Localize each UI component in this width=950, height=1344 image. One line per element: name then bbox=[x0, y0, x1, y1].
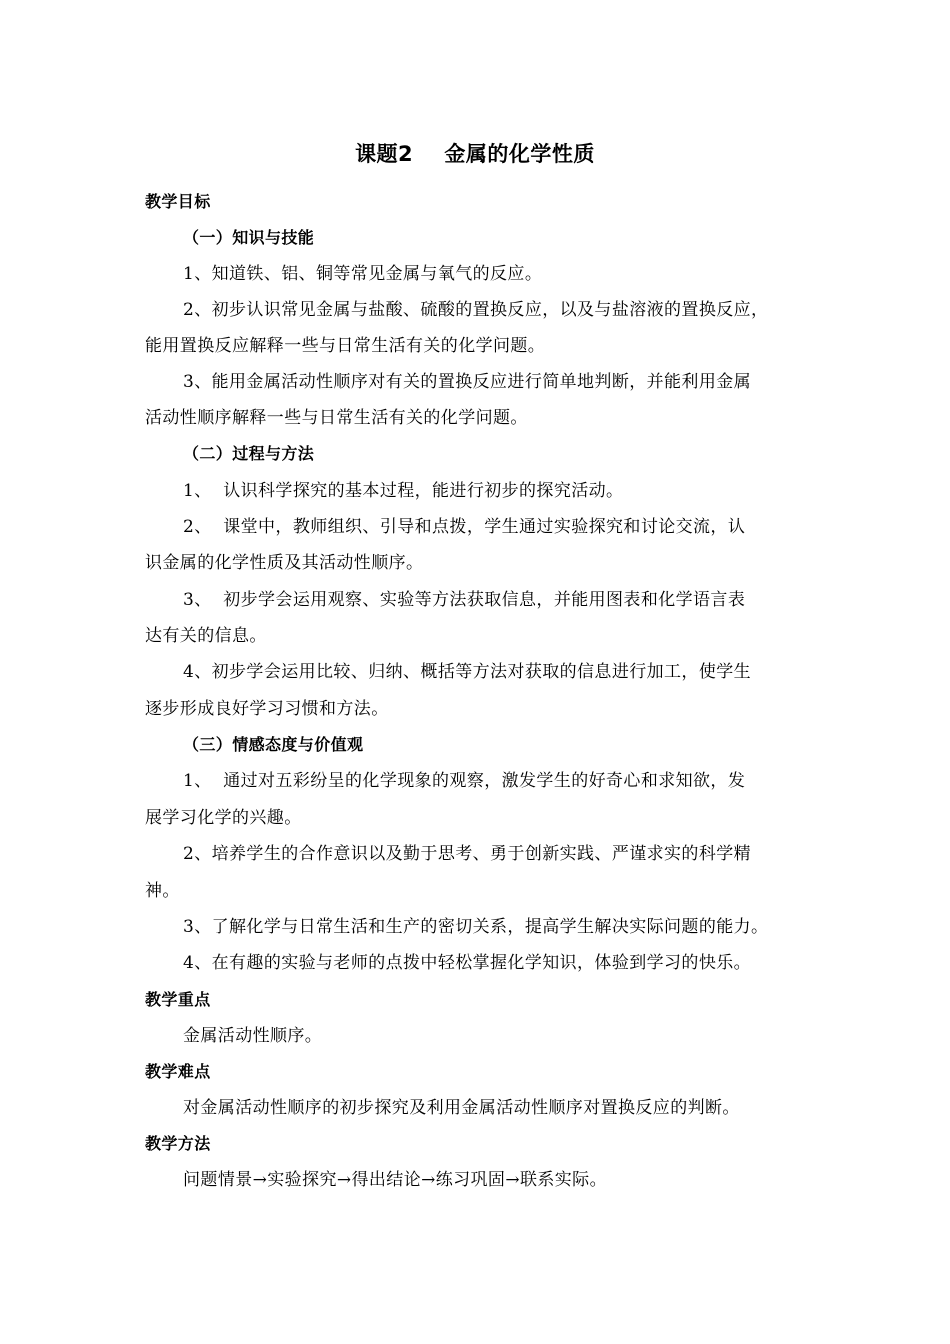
attitude-line-1: 1、 通过对五彩纷呈的化学现象的观察，激发学生的好奇心和求知欲，发 bbox=[183, 771, 746, 791]
attitude-line-3: 3、了解化学与日常生活和生产的密切关系，提高学生解决实际问题的能力。 bbox=[183, 917, 769, 937]
key-point-text: 金属活动性顺序。 bbox=[183, 1026, 323, 1046]
method-text: 问题情景→实验探究→得出结论→练习巩固→联系实际。 bbox=[183, 1170, 607, 1190]
knowledge-line-2-cont: 能用置换反应解释一些与日常生活有关的化学问题。 bbox=[145, 336, 546, 356]
objectives-heading: 教学目标 bbox=[145, 192, 211, 211]
attitude-line-2-cont: 神。 bbox=[145, 881, 180, 901]
attitude-line-1-cont: 展学习化学的兴趣。 bbox=[145, 808, 302, 828]
key-point-heading: 教学重点 bbox=[145, 990, 211, 1009]
method-heading: 教学方法 bbox=[145, 1134, 211, 1153]
attitude-line-4: 4、在有趣的实验与老师的点拨中轻松掌握化学知识，体验到学习的快乐。 bbox=[183, 953, 752, 973]
attitude-line-2: 2、培养学生的合作意识以及勤于思考、勇于创新实践、严谨求实的科学精 bbox=[183, 844, 752, 864]
process-line-3-cont: 达有关的信息。 bbox=[145, 626, 267, 646]
process-line-3: 3、 初步学会运用观察、实验等方法获取信息，并能用图表和化学语言表 bbox=[183, 590, 746, 610]
section-knowledge-title: （一）知识与技能 bbox=[183, 228, 315, 247]
knowledge-line-3-cont: 活动性顺序解释一些与日常生活有关的化学问题。 bbox=[145, 408, 528, 428]
process-line-1: 1、 认识科学探究的基本过程，能进行初步的探究活动。 bbox=[183, 481, 624, 501]
knowledge-line-2: 2、初步认识常见金属与盐酸、硫酸的置换反应，以及与盐溶液的置换反应， bbox=[183, 300, 769, 320]
section-attitude-title: （三）情感态度与价值观 bbox=[183, 735, 364, 754]
process-line-2-cont: 识金属的化学性质及其活动性顺序。 bbox=[145, 553, 424, 573]
page-title: 课题2 金属的化学性质 bbox=[355, 142, 595, 166]
difficulty-heading: 教学难点 bbox=[145, 1062, 211, 1081]
process-line-4-cont: 逐步形成良好学习习惯和方法。 bbox=[145, 699, 389, 719]
process-line-2: 2、 课堂中，教师组织、引导和点拨，学生通过实验探究和讨论交流，认 bbox=[183, 517, 746, 537]
process-line-4: 4、初步学会运用比较、归纳、概括等方法对获取的信息进行加工，使学生 bbox=[183, 662, 752, 682]
difficulty-text: 对金属活动性顺序的初步探究及利用金属活动性顺序对置换反应的判断。 bbox=[183, 1098, 740, 1118]
section-process-title: （二）过程与方法 bbox=[183, 444, 315, 463]
knowledge-line-3: 3、能用金属活动性顺序对有关的置换反应进行简单地判断，并能利用金属 bbox=[183, 372, 752, 392]
knowledge-line-1: 1、知道铁、铝、铜等常见金属与氧气的反应。 bbox=[183, 264, 543, 284]
